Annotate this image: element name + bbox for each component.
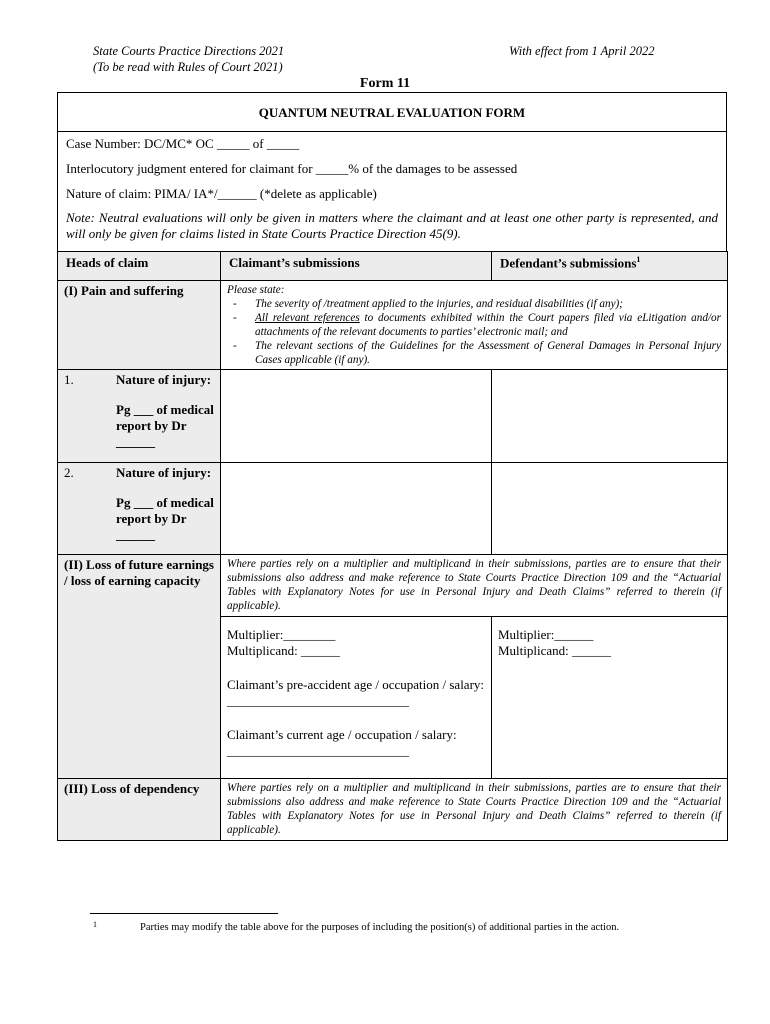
relevant-references-rest: to documents exhibited within the Court papers filed via eLitigation and/or attachments of the relevant documents to parties’ electronic mail; and (255, 312, 721, 338)
medical-report-reference[interactable]: Pg ___ of medical report by Dr ______ (116, 402, 214, 449)
header-left (93, 43, 284, 75)
instruction-item (227, 311, 721, 339)
header-effective-date: With effect from 1 April 2022 (509, 44, 655, 58)
heads-of-claim-header: Heads of claim (58, 252, 221, 281)
pain-suffering-row (58, 281, 728, 370)
defendant-submissions-header (492, 252, 728, 281)
injury-2-layout (58, 463, 220, 545)
footnote-text: Parties may modify the table above for the purposes of including the position(s) of additional parties in the action. (140, 922, 620, 933)
form-title: QUANTUM NEUTRAL EVALUATION FORM (57, 92, 727, 132)
injury-2-nature (112, 463, 220, 545)
dependency-row (58, 779, 728, 841)
future-earnings-instructions: Where parties rely on a multiplier and multiplicand in their submissions, parties are to ensure that their submissions also address and make reference to State Courts Practice Direction 109 and the “Actuarial Tables with Explanatory Notes for use in Personal Injury and Death Claims” referred to therein (if applicable). (221, 555, 728, 617)
instruction-item: - The severity of /treatment applied to the injuries, and residual disabilities (if any); (227, 297, 721, 311)
medical-report-reference[interactable]: Pg ___ of medical report by Dr ______ (116, 495, 214, 542)
future-claimant-cell[interactable] (221, 617, 492, 779)
footnote-number: 1 (93, 920, 97, 929)
note-text: Note: Neutral evaluations will only be given in matters where the claimant and at least one other party is represented, and will only be given for claims listed in State Courts Practice Direction 45(9). (66, 210, 718, 241)
case-number-field[interactable]: Case Number: DC/MC* OC _____ of _____ (66, 136, 300, 151)
injury-2-defendant-cell[interactable] (492, 463, 728, 555)
future-defendant-cell[interactable] (492, 617, 728, 779)
nature-of-injury-label: Nature of injury: (116, 465, 212, 480)
header-rules-of-court: (To be read with Rules of Court 2021) (93, 60, 283, 74)
relevant-references-text: All relevant references (255, 312, 360, 324)
footnote-marker: 1 (636, 255, 641, 264)
claimant-multiplicand-field[interactable]: Multiplicand: ______ (227, 643, 341, 658)
form-number: Form 11 (359, 76, 411, 91)
future-earnings-row (58, 555, 728, 617)
injury-1-layout (58, 370, 220, 452)
pre-accident-label: Claimant’s pre-accident age / occupation / salary: (227, 677, 485, 692)
defendant-multiplier-field[interactable]: Multiplier:______ (498, 627, 594, 642)
injury-1-nature (112, 370, 220, 452)
nature-of-claim-field[interactable]: Nature of claim: PIMA/ IA*/______ (*delete as applicable) (66, 186, 377, 201)
injury-row-2 (58, 463, 728, 555)
claimant-submissions-header: Claimant’s submissions (221, 252, 492, 281)
defendant-header-label: Defendant’s submissions (500, 255, 637, 271)
injury-row-1 (58, 370, 728, 463)
injury-1-claimant-cell[interactable] (221, 370, 492, 463)
injury-1-number: 1. (64, 372, 74, 387)
header-practice-directions: State Courts Practice Directions 2021 (93, 44, 285, 58)
interlocutory-judgment-field[interactable]: Interlocutory judgment entered for claimant for _____% of the damages to be assessed (66, 161, 518, 176)
footnote-separator (90, 913, 278, 914)
instruction-list (227, 297, 721, 367)
claims-table (57, 251, 728, 841)
pre-accident-field[interactable]: ____________________________ (227, 693, 409, 708)
please-state-label: Please state: (227, 284, 285, 296)
claimant-multiplier-field[interactable]: Multiplier:________ (227, 627, 336, 642)
table-header-row (58, 252, 728, 281)
case-info-section (57, 131, 727, 253)
pain-instructions (221, 281, 728, 370)
dependency-instructions: Where parties rely on a multiplier and multiplicand in their submissions, parties are to ensure that their submissions also address and make reference to State Courts Practice Direction 109 and the “Actuarial Tables with Explanatory Notes for use in Personal Injury and Death Claims” referred to therein (if applicable). (221, 779, 728, 841)
current-age-label: Claimant’s current age / occupation / salary: (227, 727, 457, 742)
pain-suffering-label: (I) Pain and suffering (58, 281, 221, 370)
defendant-multiplicand-field[interactable]: Multiplicand: ______ (498, 643, 612, 658)
nature-of-injury-label: Nature of injury: (116, 372, 212, 387)
injury-2-heads (58, 463, 221, 555)
future-earnings-label: (II) Loss of future earnings / loss of earning capacity (58, 555, 221, 779)
injury-1-defendant-cell[interactable] (492, 370, 728, 463)
injury-2-claimant-cell[interactable] (221, 463, 492, 555)
injury-1-heads (58, 370, 221, 463)
instruction-item: - The relevant sections of the Guidelines for the Assessment of General Damages in Personal Injury Cases applicable (if any). (227, 339, 721, 367)
injury-2-number: 2. (64, 465, 74, 480)
dependency-label: (III) Loss of dependency (58, 779, 221, 841)
current-age-field[interactable]: ____________________________ (227, 743, 409, 758)
